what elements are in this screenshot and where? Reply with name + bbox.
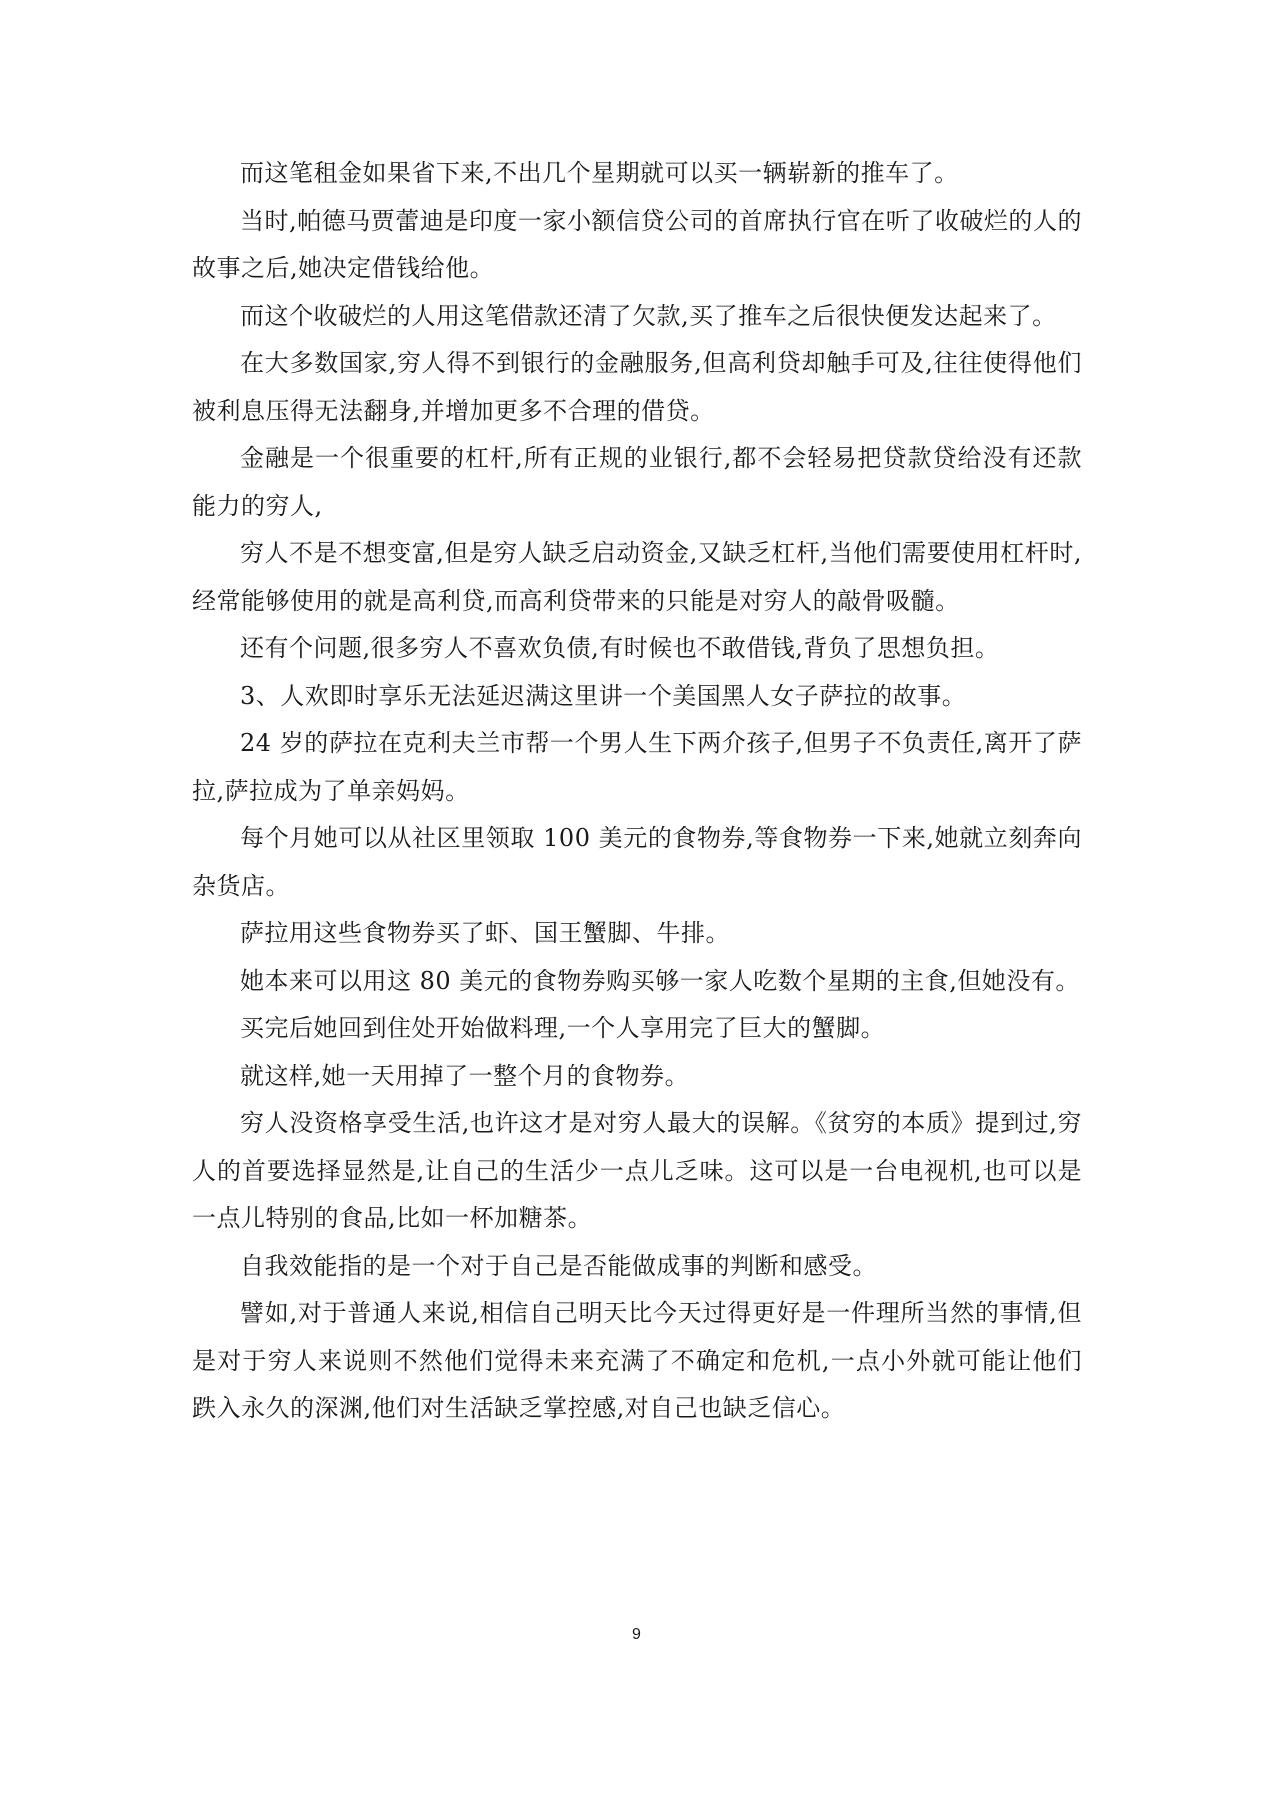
paragraph-17: 譬如,对于普通人来说,相信自己明天比今天过得更好是一件理所当然的事情,但是对于穷人来说则不然他们觉得未来充满了不确定和危机,一点小外就可能让他们跌入永久的深渊,他们对生活缺乏掌控感,对自己也缺乏信心。: [192, 1299, 1082, 1422]
paragraph-9: 24 岁的萨拉在克利夫兰市帮一个男人生下两介孩子,但男子不负责任,离开了萨拉,萨拉成为了单亲妈妈。: [192, 729, 1082, 805]
paragraph-4: 在大多数国家,穷人得不到银行的金融服务,但高利贷却触手可及,往往使得他们被利息压得无法翻身,并增加更多不合理的借贷。: [192, 349, 1082, 425]
paragraph-8: 3、人欢即时享乐无法延迟满这里讲一个美国黑人女子萨拉的故事。: [240, 681, 967, 710]
paragraph-7: 还有个问题,很多穷人不喜欢负债,有时候也不敢借钱,背负了思想负担。: [240, 634, 1000, 662]
paragraph-16: 自我效能指的是一个对于自己是否能做成事的判断和感受。: [240, 1251, 877, 1280]
document-body: [192, 150, 1082, 1433]
paragraph-12: 她本来可以用这 80 美元的食物券购买够一家人吃数个星期的主食,但她没有。: [240, 966, 1080, 995]
paragraph-11: 萨拉用这些食物券买了虾、国王蟹脚、牛排。: [240, 919, 730, 947]
paragraph-3: 而这个收破烂的人用这笔借款还清了欠款,买了推车之后很快便发达起来了。: [240, 301, 1057, 330]
paragraph-15: 穷人没资格享受生活,也许这才是对穷人最大的误解。《贫穷的本质》提到过,穷人的首要选择显然是,让自己的生活少一点儿乏味。这可以是一台电视机,也可以是一点儿特别的食品,比如一杯加糖茶。: [192, 1109, 1082, 1232]
paragraph-1: 而这笔租金如果省下来,不出几个星期就可以买一辆崭新的推车了。: [240, 159, 959, 187]
paragraph-6: 穷人不是不想变富,但是穷人缺乏启动资金,又缺乏杠杆,当他们需要使用杠杆时,经常能够使用的就是高利贷,而高利贷带来的只能是对穷人的敲骨吸髓。: [192, 539, 1082, 615]
paragraph-5: 金融是一个很重要的杠杆,所有正规的业银行,都不会轻易把贷款贷给没有还款能力的穷人,: [192, 444, 1082, 520]
paragraph-14: 就这样,她一天用掉了一整个月的食物券。: [240, 1061, 690, 1090]
paragraph-13: 买完后她回到住处开始做料理,一个人享用完了巨大的蟹脚。: [240, 1014, 886, 1042]
paragraph-10: 每个月她可以从社区里领取 100 美元的食物券,等食物券一下来,她就立刻奔向杂货店。: [192, 824, 1082, 900]
paragraph-2: 当时,帕德马贾蕾迪是印度一家小额信贷公司的首席执行官在听了收破烂的人的故事之后,她决定借钱给他。: [192, 206, 1082, 282]
page-number: 9: [632, 1626, 641, 1643]
